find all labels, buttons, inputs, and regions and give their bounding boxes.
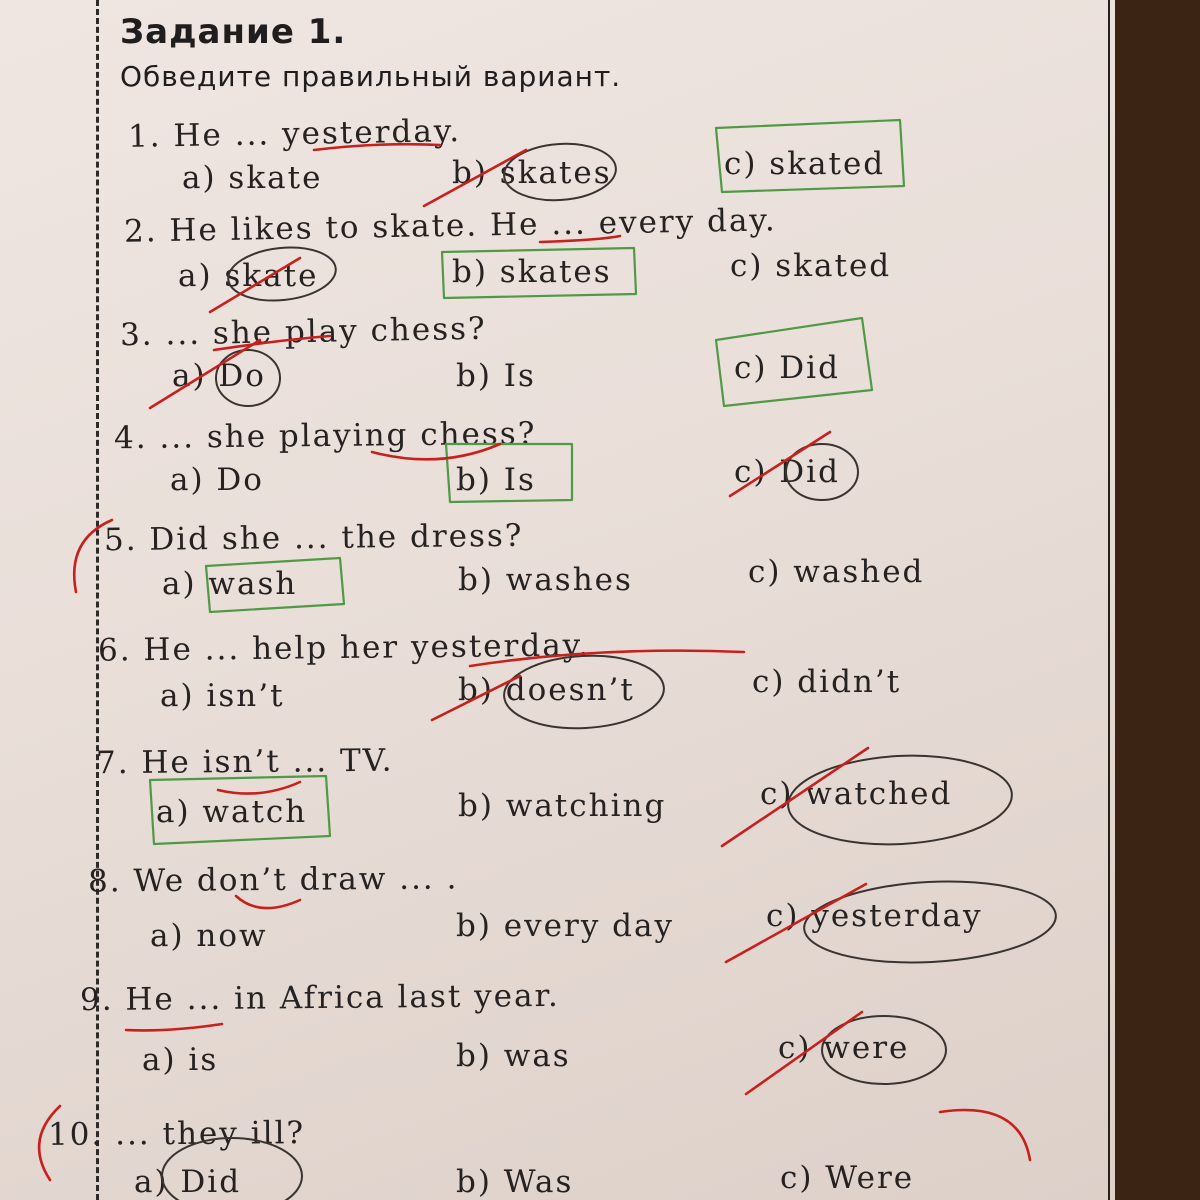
q10-option-b[interactable]: b) Was [456, 1164, 574, 1200]
task-instruction: Обведите правильный вариант. [120, 60, 622, 93]
question-7: 7. He isn’t ... TV. [95, 742, 394, 782]
q7-option-c[interactable]: c) watched [760, 776, 953, 812]
q10-option-c[interactable]: c) Were [780, 1160, 915, 1196]
q1-option-a[interactable]: a) skate [182, 160, 323, 196]
question-8: 8. We don’t draw ... . [87, 860, 459, 900]
cut-line [96, 0, 99, 1200]
pencil-circles [162, 140, 1058, 1200]
q5-option-c[interactable]: c) washed [748, 554, 925, 590]
question-6: 6. He ... help her yesterday. [97, 627, 591, 669]
question-10: 10. ... they ill? [47, 1115, 306, 1153]
q8-option-c[interactable]: c) yesterday [766, 898, 983, 934]
q1-option-c[interactable]: c) skated [724, 146, 886, 182]
q3-option-c[interactable]: c) Did [734, 350, 840, 386]
q7-option-a[interactable]: a) watch [156, 794, 308, 830]
q9-option-a[interactable]: a) is [142, 1042, 219, 1078]
q2-option-c[interactable]: c) skated [730, 248, 892, 284]
q8-option-b[interactable]: b) every day [456, 908, 675, 944]
q6-option-b[interactable]: b) doesn’t [458, 672, 635, 708]
q2-option-a[interactable]: a) skate [178, 258, 319, 294]
q4-option-b[interactable]: b) Is [456, 462, 536, 498]
page-border [1108, 0, 1110, 1200]
q3-option-b[interactable]: b) Is [456, 358, 536, 394]
q1-option-b[interactable]: b) skates [452, 155, 612, 191]
q9-option-b[interactable]: b) was [456, 1038, 571, 1074]
q5-option-b[interactable]: b) washes [458, 562, 633, 598]
question-9: 9. He ... in Africa last year. [79, 977, 560, 1019]
q9-option-c[interactable]: c) were [778, 1030, 910, 1066]
q6-option-a[interactable]: a) isn’t [160, 678, 285, 714]
q4-option-c[interactable]: c) Did [734, 454, 840, 490]
q7-option-b[interactable]: b) watching [458, 788, 667, 824]
q2-option-b[interactable]: b) skates [452, 254, 612, 290]
q8-option-a[interactable]: a) now [150, 918, 268, 954]
q5-option-a[interactable]: a) wash [162, 566, 298, 602]
question-3: 3. ... she play chess? [119, 310, 487, 354]
question-2: 2. He likes to skate. He ... every day. [123, 202, 777, 250]
q3-option-a[interactable]: a) Do [172, 358, 266, 394]
q4-option-a[interactable]: a) Do [170, 462, 264, 498]
q10-option-a[interactable]: a) Did [134, 1164, 242, 1200]
task-title: Задание 1. [120, 12, 347, 52]
q6-option-c[interactable]: c) didn’t [752, 664, 902, 700]
question-4: 4. ... she playing chess? [113, 415, 537, 457]
question-5: 5. Did she ... the dress? [103, 517, 524, 559]
question-1: 1. He ... yesterday. [127, 113, 462, 155]
